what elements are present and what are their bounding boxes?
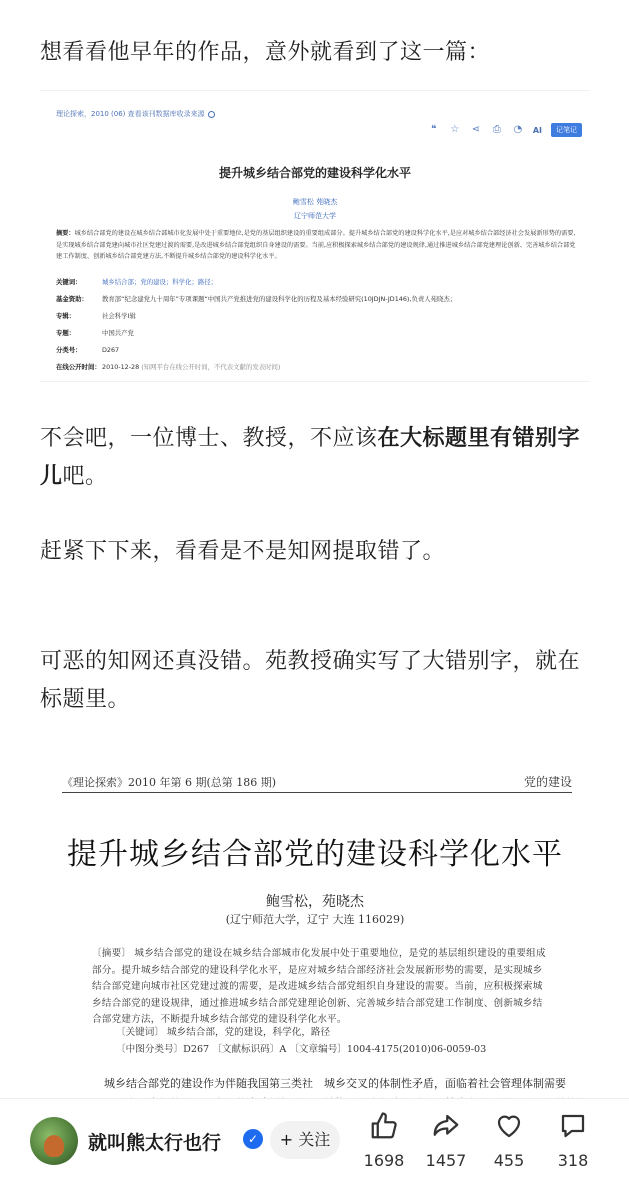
paper-keywords: 〔关键词〕 城乡结合部，党的建设，科学化，路径 — [116, 1027, 331, 1038]
like-button[interactable] — [356, 1111, 412, 1170]
journal-header: 《理论探索》2010 年第 6 期(总第 186 期) 党的建设 — [62, 775, 572, 789]
fund-row: 基金资助： 教育部“纪念建党九十周年”专项课题“中国共产党推进党的建设科学化的历程及基本经验研究(10JDJN-JD146),负责人苑晓杰； — [56, 295, 457, 303]
share-button[interactable] — [418, 1111, 474, 1170]
header-rule — [62, 792, 572, 793]
topic-row: 专题： 中国共产党 — [56, 329, 134, 337]
paper-org: (辽宁师范大学，辽宁 大连 116029) — [225, 913, 405, 926]
comment-icon — [558, 1111, 588, 1141]
like-count: 1698 — [363, 1151, 405, 1170]
post-paragraph-2: 不会吧，一位博士、教授，不应该在大标题里有错别字 儿吧。 — [40, 426, 581, 489]
ai-label: AI — [532, 125, 542, 135]
thumb-up-icon — [369, 1111, 399, 1141]
bold-text: 在大标题里有错别字 — [377, 426, 581, 451]
post-text: 想看看他早年的作品，意外就看到了这一篇： — [40, 40, 491, 65]
question-icon — [208, 111, 215, 118]
share-arrow-icon — [431, 1111, 461, 1141]
toolbar — [428, 123, 582, 137]
note-button: 记笔记 — [551, 123, 582, 137]
paper-title: 提升城乡结合部党的建设科学化水平 — [67, 837, 563, 872]
share-icon: ⋖ — [471, 124, 481, 135]
bottom-action-bar — [0, 1098, 629, 1200]
paper-scan — [40, 766, 590, 1118]
avatar[interactable] — [30, 1117, 78, 1165]
share-count: 1457 — [425, 1151, 467, 1170]
series-row: 专辑： 社会科学Ⅰ辑 — [56, 312, 136, 320]
paper-abstract: 〔摘要〕 城乡结合部党的建设在城乡结合部城市化发展中处于重要地位，是党的基层组织建设的重要组成部分。提升城乡结合部党的建设科学化水平，是应对城乡结合部经济社会发展新形势的需要，是实现城乡结合部党建向城市社区党建过渡的需要，是改进城乡结合部党组织自身建设的需要。当前，应积极探索城乡结合部党的建设规律，通过推进城乡结合部党建理论创新、完善城乡结合部党建工作制度、创新城乡结合部党建方法，不断提升城乡结合部党的建设科学化水平。 — [92, 948, 546, 1026]
cnki-screenshot — [40, 90, 590, 382]
bold-text-2: 儿 — [40, 464, 63, 489]
paper-classification: 〔中图分类号〕D267 〔文献标识码〕A 〔文章编号〕1004-4175(2010)06-0059-03 — [116, 1044, 487, 1055]
favorite-count: 455 — [493, 1151, 525, 1170]
article-abstract: 摘要：城乡结合部党的建设在城乡结合部城市化发展中处于重要地位,是党的基层组织建设的重要组成部分。提升城乡结合部党的建设科学化水平,是应对城乡结合部经济社会发展新形势的需要,是实现城乡结合部党建向城市社区党建过渡的需要,是改进城乡结合部党组织自身建设的需要。当前,应积极探索城乡结合部党的建设规律,通过推进城乡结合部党建理论创新、完善城乡结合部党建工作制度、创新城乡结合部党建方法,不断提升城乡结合部党的建设科学化水平。 — [56, 230, 576, 260]
comment-count: 318 — [557, 1151, 589, 1170]
article-title: 提升城乡结合部党的建设科学化水平 — [218, 166, 411, 180]
verified-icon: ✓ — [243, 1129, 263, 1149]
quote-icon: ❝ — [431, 124, 437, 135]
section-label: 党的建设 — [523, 775, 572, 789]
post-paragraph-4: 可恶的知网还真没错。苑教授确实写了大错别字，就在 标题里。 — [40, 649, 581, 712]
source-line: 理论探索，2010 (06) 查看该刊数据库收录来源 — [56, 109, 215, 119]
heart-icon — [494, 1111, 524, 1141]
print-icon: ⎙ — [492, 124, 501, 135]
star-icon: ☆ — [450, 124, 460, 135]
post-paragraph-3: 赶紧下下来，看看是不是知网提取错了。 — [40, 539, 446, 564]
post-paragraph-1 — [40, 34, 599, 72]
paper-body-left: 城乡结合部党的建设作为伴随我国第三类社 — [104, 1077, 313, 1090]
pubdate-row: 在线公开时间：2010-12-28 (知网平台在线公开时间，不代表文献的发表时间) — [56, 363, 281, 371]
keywords-row: 关键词： 城乡结合部；党的建设；科学化；路径； — [56, 278, 218, 286]
article-org: 辽宁师范大学 — [294, 212, 336, 220]
paper-body-right: 城乡交叉的体制性矛盾，面临着社会管理体制需要 — [324, 1077, 566, 1090]
follow-button[interactable]: + 关注 — [270, 1121, 340, 1159]
bell-icon: ◔ — [513, 124, 523, 135]
favorite-button[interactable] — [481, 1111, 537, 1170]
article-authors: 鲍雪松 苑晓杰 — [292, 198, 338, 206]
paper-authors: 鲍雪松，苑晓杰 — [266, 894, 364, 910]
class-row: 分类号： D267 — [56, 346, 120, 354]
comment-button[interactable] — [545, 1111, 601, 1170]
username[interactable]: 就叫熊太行也行 — [88, 1132, 222, 1154]
